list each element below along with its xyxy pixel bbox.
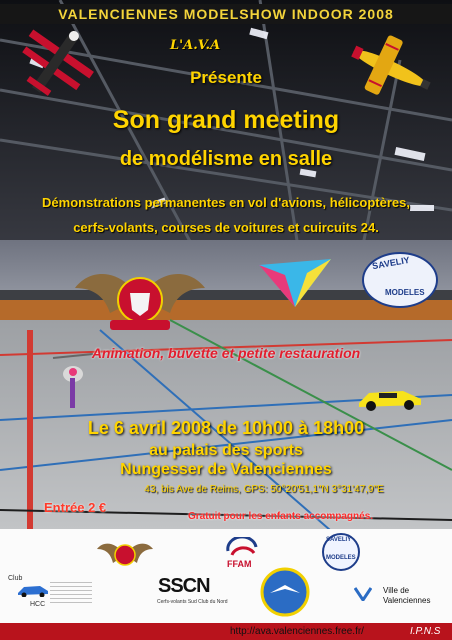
footer-bar: [0, 623, 452, 640]
ffam-label: FFAM: [227, 559, 252, 569]
race-car-icon: [355, 383, 425, 413]
modeles-small-text: MODELES: [326, 555, 356, 561]
hang-glider-logo-icon: [260, 567, 310, 617]
description-line-1: Démonstrations permanentes en vol d'avions, hélicoptères,: [42, 195, 410, 210]
ville-label-2: Valenciennes: [383, 596, 431, 605]
animation-text: Animation, buvette et petite restauration: [91, 345, 361, 361]
website-link[interactable]: http://ava.valenciennes.free.fr/: [230, 626, 364, 637]
subheadline: de modélisme en salle: [119, 148, 333, 170]
event-address: 43, bis Ave de Reims, GPS: 50°20'51,1"N 3°31'47,9"E: [144, 484, 384, 495]
description-line-2: cerfs-volants, courses de voitures et cuircuits 24.: [73, 220, 379, 235]
ville-label-1: Ville de: [383, 586, 410, 595]
club-badge-icon: [70, 258, 210, 338]
venue-line-2: Nungesser de Valenciennes: [120, 461, 332, 478]
organizer-name: L'A.V.A: [170, 38, 221, 53]
ipns-credit: I.P.N.S: [410, 626, 441, 637]
small-car-icon: [16, 583, 50, 597]
sscn-label: SSCN: [158, 575, 210, 597]
club-label: Club: [8, 575, 23, 582]
hcc-label: HCC: [30, 601, 46, 608]
kite-icon: [255, 255, 335, 311]
venue-line-1: au palais des sports: [149, 442, 303, 459]
club-fine-print: [50, 579, 92, 605]
saveliy-small-text: SAVELIY: [326, 537, 352, 543]
ville-valenciennes-icon: [354, 587, 372, 601]
club-badge-small-icon: [95, 537, 155, 573]
poster-header-title: VALENCIENNES MODELSHOW INDOOR 2008: [0, 4, 452, 24]
sscn-subtitle: Cerfs-volants Sud Club du Nord: [157, 599, 228, 605]
presents-label: Présente: [190, 68, 262, 87]
headline: Son grand meeting: [112, 106, 340, 134]
biplane-icon: [10, 18, 100, 108]
saveliy-modeles-text: MODELES: [385, 288, 425, 297]
event-date: Le 6 avril 2008 de 10h00 à 18h00: [87, 418, 365, 438]
entry-price: Entrée 2 €: [44, 500, 107, 515]
free-entry-note: Gratuit pour les enfants accompagnés.: [188, 511, 374, 522]
helicopter-icon: [48, 352, 98, 412]
saveliy-text: SAVELIY: [371, 254, 411, 272]
sponsor-footer: [0, 529, 452, 625]
